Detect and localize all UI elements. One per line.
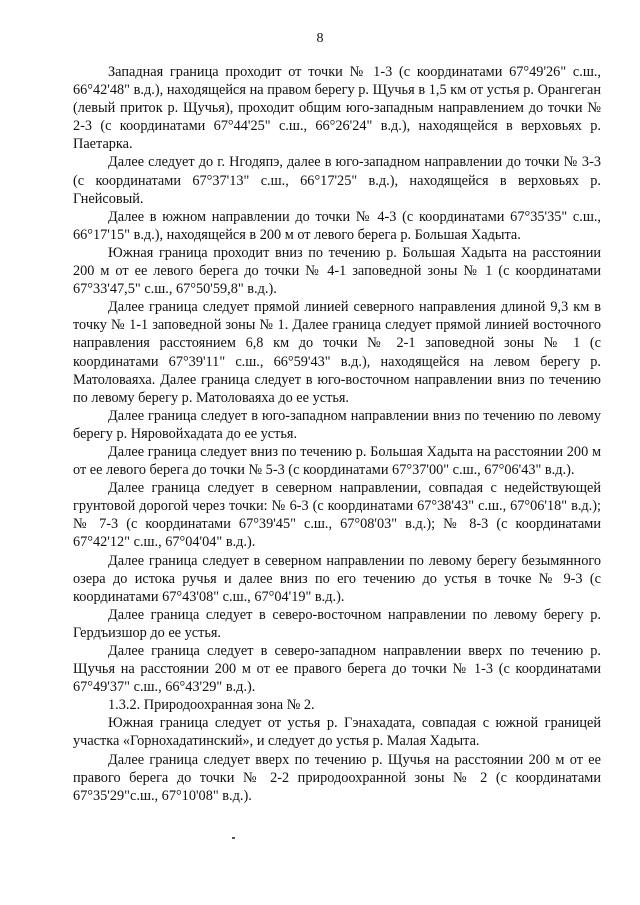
section-heading-1-3-2: 1.3.2. Природоохранная зона № 2. xyxy=(108,697,315,714)
paragraph-points-6-8: Далее граница следует в северном направлении, совпадая с недействующей грунтовой дорогой через точки: № 6-3 (с координатами 67°38'43" с.ш., 67°06'18" в.д.); № 7-3 (с координатами 67°39'45" с.ш., 67°08'03" в.д.); № 8-3 (с координатами 67°42'12" с.ш., 67°04'04" в.д.). xyxy=(73,480,601,551)
page-number: 8 xyxy=(316,31,324,46)
paragraph-point-9-3: Далее граница следует в северном направлении по левому берегу безымянного озера до истока ручья и далее вниз по его течению до устья в точке № 9-3 (с координатами 67°43'08" с.ш., 67°04'19" в.д.). xyxy=(73,552,601,605)
paragraph-point-3-3: Далее следует до г. Нгодяпэ, далее в юго-западном направлении до точки № 3-3 (с координатами 67°37'13" с.ш., 66°17'25" в.д.), находящейся в верховьях р. Гнейсовый. xyxy=(73,154,601,207)
paragraph-point-1-3: Далее граница следует в северо-западном направлении вверх по течению р. Щучья на расстоянии 200 м от ее правого берега до точки № 1-3 (с координатами 67°49'37" с.ш., 66°43'29" в.д.). xyxy=(73,643,601,696)
paragraph-point-4-3: Далее в южном направлении до точки № 4-3 (с координатами 67°35'35" с.ш., 66°17'15" в.д.), находящейся в 200 м от левого берега р. Большая Хадыта. xyxy=(73,208,601,243)
paragraph-point-1-1: Далее граница следует прямой линией северного направления длиной 9,3 км в точку № 1-1 заповедной зоны № 1. Далее граница следует прямой линией восточного направления расстоянием 6,8 км до точки № 2-1 заповедной зоны № 1 (с координатами 67°39'11" с.ш., 66°59'43" в.д.), находящейся на левом берегу р. Матоловаяха. Далее граница следует в юго-восточном направлении вниз по течению по левому берегу р. Матоловаяха до ее устья. xyxy=(73,299,601,406)
paragraph-zone-2-southern: Южная граница следует от устья р. Гэнахадата, совпадая с южной границей участка «Горнохадатинский», и следует до устья р. Малая Хадыта. xyxy=(73,715,601,750)
paragraph-southern-boundary: Южная граница проходит вниз по течению р. Большая Хадыта на расстоянии 200 м от ее левого берега до точки № 4-1 заповедной зоны № 1 (с координатами 67°33'47,5" с.ш., 67°50'59,8" в.д.). xyxy=(73,244,601,298)
scan-artifact-dot xyxy=(232,837,235,839)
paragraph-gerdizshor: Далее граница следует в северо-восточном направлении по левому берегу р. Гердъизшор до ее устья. xyxy=(73,606,601,641)
paragraph-point-5-3: Далее граница следует вниз по течению р. Большая Хадыта на расстоянии 200 м от ее левого берега до точки № 5-3 (с координатами 67°37'00" с.ш., 67°06'43" в.д.). xyxy=(73,443,601,479)
paragraph-point-2-2: Далее граница следует вверх по течению р. Щучья на расстоянии 200 м от ее правого берега до точки № 2-2 природоохранной зоны № 2 (с координатами 67°35'29"с.ш., 67°10'08" в.д.). xyxy=(73,751,601,804)
paragraph-nyarovoyhadata: Далее граница следует в юго-западном направлении вниз по течению по левому берегу р. Няровойхадата до ее устья. xyxy=(73,407,601,442)
paragraph-western-boundary: Западная граница проходит от точки № 1-3 (с координатами 67°49'26" с.ш., 66°42'48" в.д.), находящейся на правом берегу р. Щучья в 1,5 км от устья р. Орангеган (левый приток р. Щучья), проходит общим юго-западным направлением до точки № 2-3 (с координатами 67°44'25" с.ш., 66°26'24" в.д.), находящейся в верховьях р. Паетарка. xyxy=(73,64,601,153)
document-body xyxy=(73,63,601,805)
